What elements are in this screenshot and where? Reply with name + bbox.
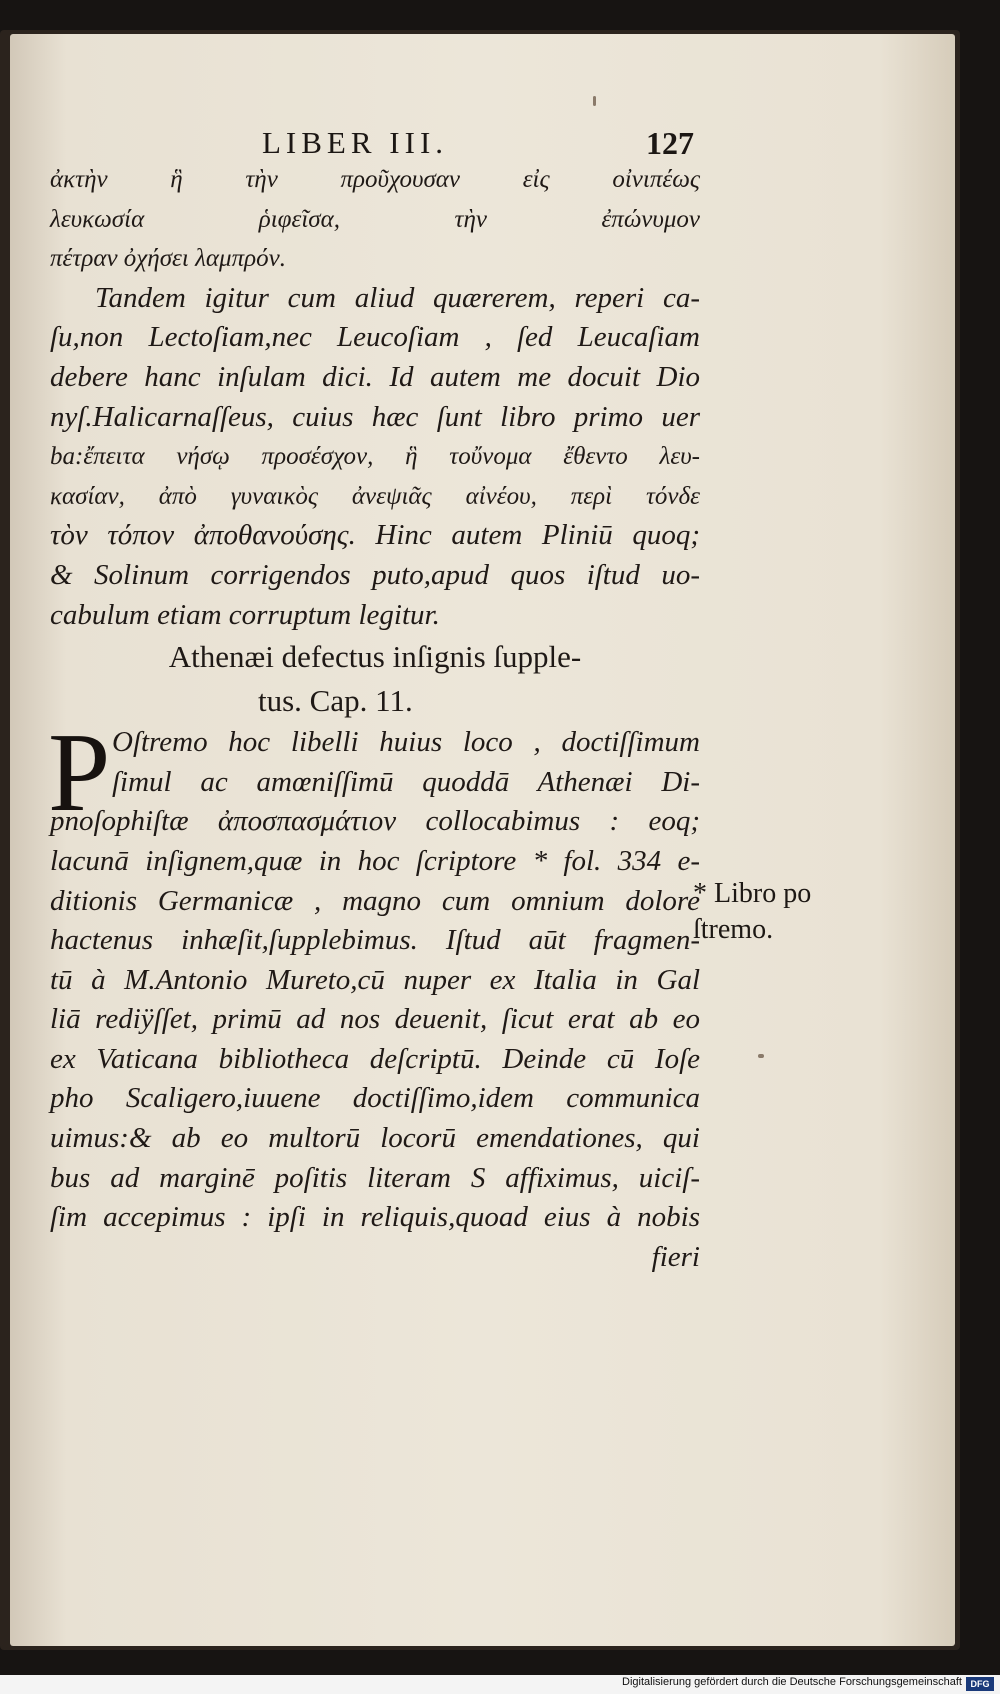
text-line: ἀκτὴν ἣ τὴν προῦχουσαν εἰς οἰνιπέως bbox=[50, 166, 700, 193]
text-line: pho Scaligero,iuuene doctiſſimo,idem communica bbox=[50, 1082, 700, 1115]
paper-speck bbox=[758, 1054, 764, 1058]
text-line: ſu,non Lectoſiam,nec Leucoſiam , ſed Leucaſiam bbox=[50, 321, 700, 354]
drop-cap: P bbox=[48, 711, 111, 836]
text-line: τὸν τόπον ἀποθανούσης. Hinc autem Pliniū quoq; bbox=[50, 519, 700, 552]
footer-credit: Digitalisierung gefördert durch die Deutsche Forschungsgemeinschaft bbox=[622, 1676, 962, 1688]
text-line: uimus:& ab eo multorū locorū emendationes, qui bbox=[50, 1122, 700, 1155]
text-line: ex Vaticana bibliotheca deſcriptū. Deinde cū Ioſe bbox=[50, 1042, 700, 1075]
running-head: LIBER III. bbox=[262, 125, 449, 160]
chapter-heading: Athenæi defectus inſignis ſupple- bbox=[168, 639, 582, 675]
main-text-block bbox=[50, 160, 700, 1277]
text-line: Oſtremo hoc libelli huius loco , doctiſſimum bbox=[112, 726, 700, 759]
dfg-logo: DFG bbox=[966, 1677, 994, 1691]
margin-note-line: ſtremo. bbox=[693, 914, 774, 945]
page-header bbox=[0, 125, 1000, 165]
text-line: λευκωσία ῥιφεῖσα, τὴν ἐπώνυμον bbox=[50, 205, 700, 233]
text-line: κασίαν, ἀπὸ γυναικὸς ἀνεψιᾶς αἰνέου, περὶ τόνδε bbox=[50, 482, 700, 510]
paper-speck bbox=[593, 96, 596, 106]
text-line: cabulum etiam corruptum legitur. bbox=[50, 598, 440, 631]
text-line: πέτραν ὀχήσει λαμπρόν. bbox=[50, 245, 286, 273]
page-number: 127 bbox=[646, 125, 694, 161]
text-line: nyſ.Halicarnaſſeus, cuius hæc ſunt libro primo uer bbox=[50, 400, 700, 433]
text-line: tū à M.Antonio Mureto,cū nuper ex Italia in Gal bbox=[50, 963, 700, 996]
catchword: fieri bbox=[651, 1240, 700, 1273]
text-line: bus ad marginē poſitis literam S affiximus, uiciſ- bbox=[50, 1161, 700, 1194]
paragraph bbox=[48, 711, 700, 1277]
text-line: ſimul ac amœniſſimū quoddā Athenæi Di- bbox=[112, 765, 700, 798]
text-line: hactenus inhæſit,ſupplebimus. Iſtud aūt fragmen- bbox=[50, 924, 700, 957]
text-line: ba:ἔπειτα νήσῳ προσέσχον, ἣ τοὔνομα ἔθεντο λευ- bbox=[50, 443, 700, 471]
text-line: ſim accepimus : ipſi in reliquis,quoad eius à nobis bbox=[50, 1201, 700, 1234]
text-line: pnoſophiſtæ ἀποσπασμάτιον collocabimus : eoq; bbox=[50, 805, 700, 838]
text-line: & Solinum corrigendos puto,apud quos iſtud uo- bbox=[50, 558, 700, 591]
text-line: Tandem igitur cum aliud quærerem, reperi ca- bbox=[95, 281, 700, 314]
margin-note bbox=[693, 876, 853, 948]
margin-note-line: * Libro po bbox=[693, 878, 812, 909]
text-line: debere hanc inſulam dici. Id autem me docuit Dio bbox=[50, 360, 700, 393]
text-line: ditionis Germanicæ , magno cum omnium dolore bbox=[50, 884, 700, 917]
chapter-heading: tus. Cap. 11. bbox=[258, 683, 413, 719]
text-line: lacunā inſignem,quæ in hoc ſcriptore * fol. 334 e- bbox=[50, 844, 700, 877]
text-line: liā rediÿſſet, primū ad nos deuenit, ſicut erat ab eo bbox=[50, 1003, 700, 1036]
